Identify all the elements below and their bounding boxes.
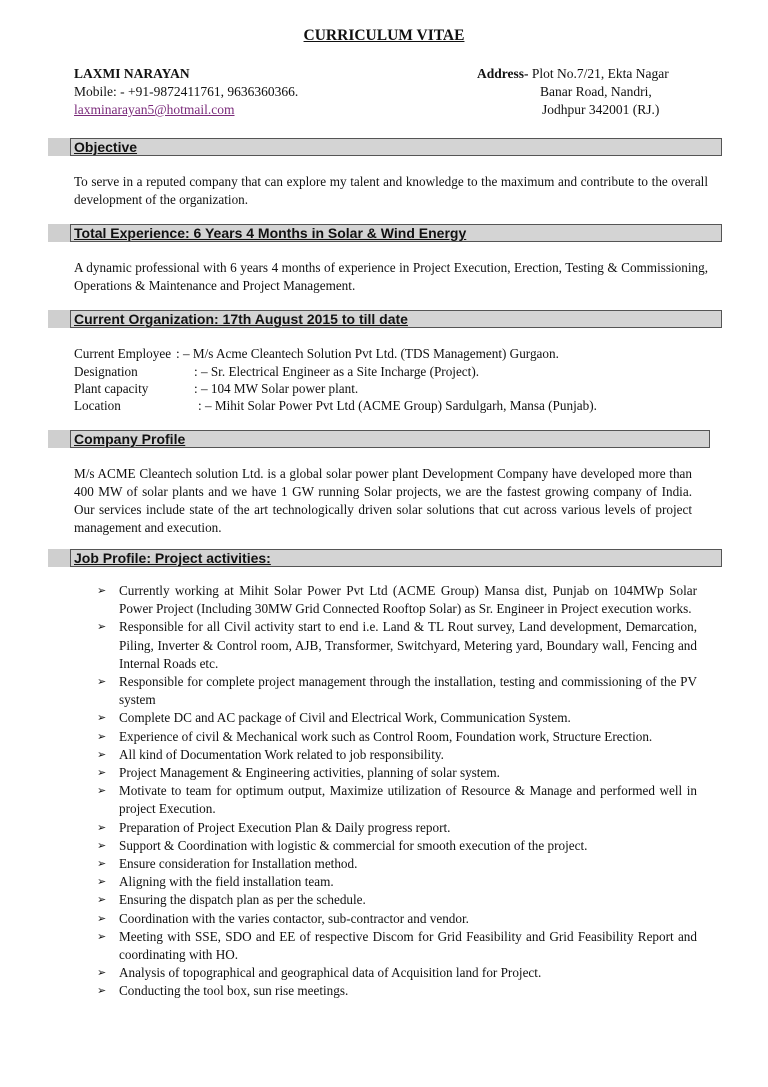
- list-item: [97, 982, 697, 1000]
- arrow-bullet-icon: ➢: [97, 857, 107, 871]
- section-title: Job Profile: Project activities:: [74, 550, 271, 566]
- list-item-text: Ensuring the dispatch plan as per the schedule.: [119, 892, 366, 908]
- list-item-text: Support & Coordination with logistic & commercial for smooth execution of the project.: [119, 837, 588, 853]
- org-label-location: Location: [74, 398, 121, 413]
- list-item: [97, 782, 697, 818]
- org-label-designation: Designation: [74, 364, 138, 379]
- list-item: [97, 964, 697, 982]
- list-item: [97, 873, 697, 891]
- objective-text: To serve in a reputed company that can explore my talent and knowledge to the maximum and contribute to the overall development of the organization.: [74, 174, 708, 207]
- arrow-bullet-icon: ➢: [97, 893, 107, 907]
- arrow-bullet-icon: ➢: [97, 729, 107, 743]
- company-profile-text: M/s ACME Cleantech solution Ltd. is a global solar power plant Development Company have developed more than 400 MW of solar plants and we have 1 GW running Solar projects, we are the fastest growing company of India. Our services include state of the art technologically driven solar solutions that cut across various levels of project management and execution.: [74, 466, 692, 535]
- section-shade: [48, 224, 70, 242]
- list-item-text: Motivate to team for optimum output, Maximize utilization of Resource & Manage and performed well in project Execution.: [119, 783, 697, 817]
- section-title: Total Experience: 6 Years 4 Months in Solar & Wind Energy: [74, 225, 467, 241]
- arrow-bullet-icon: ➢: [97, 911, 107, 925]
- arrow-bullet-icon: ➢: [97, 929, 107, 943]
- section-box: [70, 138, 722, 156]
- section-header-job-profile: [48, 549, 722, 567]
- job-activities-list: [97, 582, 697, 1001]
- arrow-bullet-icon: ➢: [97, 620, 107, 634]
- arrow-bullet-icon: ➢: [97, 584, 107, 597]
- section-shade: [48, 138, 70, 156]
- list-item: [97, 673, 697, 709]
- candidate-name: LAXMI NARAYAN: [74, 66, 190, 81]
- list-item-text: Complete DC and AC package of Civil and Electrical Work, Communication System.: [119, 710, 571, 726]
- list-item-text: Conducting the tool box, sun rise meetings.: [119, 983, 349, 999]
- list-item: [97, 746, 697, 764]
- section-shade: [48, 430, 70, 448]
- arrow-bullet-icon: ➢: [97, 966, 107, 980]
- experience-text: A dynamic professional with 6 years 4 months of experience in Project Execution, Erection, Testing & Commissioning, Operations & Maintenance and Project Management.: [74, 260, 708, 293]
- list-item: [97, 819, 697, 837]
- list-item: [97, 855, 697, 873]
- list-item-text: Preparation of Project Execution Plan & Daily progress report.: [119, 819, 451, 835]
- section-title: Objective: [74, 139, 138, 155]
- arrow-bullet-icon: ➢: [97, 747, 107, 761]
- document-title-text: CURRICULUM VITAE: [303, 27, 465, 44]
- arrow-bullet-icon: ➢: [97, 711, 107, 725]
- section-title: Current Organization: 17th August 2015 to till date: [74, 311, 408, 327]
- address-line-3: Jodhpur 342001 (RJ.): [542, 102, 660, 117]
- list-item: [97, 910, 697, 928]
- org-value-designation: : – Sr. Electrical Engineer as a Site Incharge (Project).: [194, 364, 480, 379]
- list-item-text: Experience of civil & Mechanical work such as Control Room, Foundation work, Structure Erection.: [119, 728, 653, 744]
- list-item: [97, 582, 697, 618]
- address-label: Address-: [477, 66, 529, 81]
- org-label-current-employee: Current Employee: [74, 346, 172, 361]
- list-item-text: Meeting with SSE, SDO and EE of respective Discom for Grid Feasibility and Grid Feasibility Report and coordinating with HO.: [119, 928, 697, 963]
- org-value-location: : – Mihit Solar Power Pvt Ltd (ACME Group) Sardulgarh, Mansa (Punjab).: [198, 398, 597, 413]
- list-item: [97, 709, 697, 727]
- list-item: [97, 728, 697, 746]
- list-item: [97, 618, 697, 673]
- list-item-text: Project Management & Engineering activities, planning of solar system.: [119, 765, 500, 781]
- arrow-bullet-icon: ➢: [97, 984, 107, 998]
- section-title: Company Profile: [74, 431, 186, 447]
- section-header-objective: [48, 138, 722, 156]
- arrow-bullet-icon: ➢: [97, 766, 107, 780]
- mobile-number: Mobile: - +91-9872411761, 9636360366.: [74, 84, 299, 99]
- address-line-1: [477, 66, 669, 82]
- list-item: [97, 837, 697, 855]
- list-item-text: Responsible for complete project management through the installation, testing and commissioning of the PV system: [119, 674, 697, 708]
- list-item-text: Aligning with the field installation team.: [119, 874, 334, 890]
- list-item-text: Ensure consideration for Installation method.: [119, 856, 358, 872]
- list-item: [97, 891, 697, 909]
- org-label-plant-capacity: Plant capacity: [74, 381, 149, 396]
- arrow-bullet-icon: ➢: [97, 820, 107, 834]
- section-shade: [48, 549, 70, 567]
- email-link[interactable]: laxminarayan5@hotmail.com: [74, 102, 235, 117]
- list-item-text: Currently working at Mihit Solar Power Pvt Ltd (ACME Group) Mansa dist, Punjab on 104MWp Solar Power Project (Including 30MW Grid Connected Rooftop Solar) as Sr. Engineer in Project execution works.: [119, 583, 697, 617]
- arrow-bullet-icon: ➢: [97, 784, 107, 798]
- org-value-current-employee: : – M/s Acme Cleantech Solution Pvt Ltd. (TDS Management) Gurgaon.: [176, 346, 559, 361]
- document-title: [0, 27, 768, 45]
- list-item-text: Analysis of topographical and geographical data of Acquisition land for Project.: [119, 965, 542, 981]
- address-line-1-text: Plot No.7/21, Ekta Nagar: [528, 66, 669, 81]
- list-item: [97, 928, 697, 964]
- address-line-2: Banar Road, Nandri,: [540, 84, 652, 99]
- list-item: [97, 764, 697, 782]
- list-item-text: Responsible for all Civil activity start to end i.e. Land & TL Rout survey, Land development, Demarcation, Piling, Inverter & Control room, AJB, Transformer, Switchyard, Metering yard, Boundary wall, Fencing and Internal Roads etc.: [119, 619, 697, 671]
- section-shade: [48, 310, 70, 328]
- arrow-bullet-icon: ➢: [97, 838, 107, 852]
- section-header-company-profile: [48, 430, 710, 448]
- arrow-bullet-icon: ➢: [97, 875, 107, 889]
- arrow-bullet-icon: ➢: [97, 675, 107, 689]
- list-item-text: All kind of Documentation Work related to job responsibility.: [119, 746, 444, 762]
- list-item-text: Coordination with the varies contactor, sub-contractor and vendor.: [119, 910, 469, 926]
- section-header-experience: [48, 224, 722, 242]
- org-value-plant-capacity: : – 104 MW Solar power plant.: [194, 381, 359, 396]
- section-header-current-organization: [48, 310, 722, 328]
